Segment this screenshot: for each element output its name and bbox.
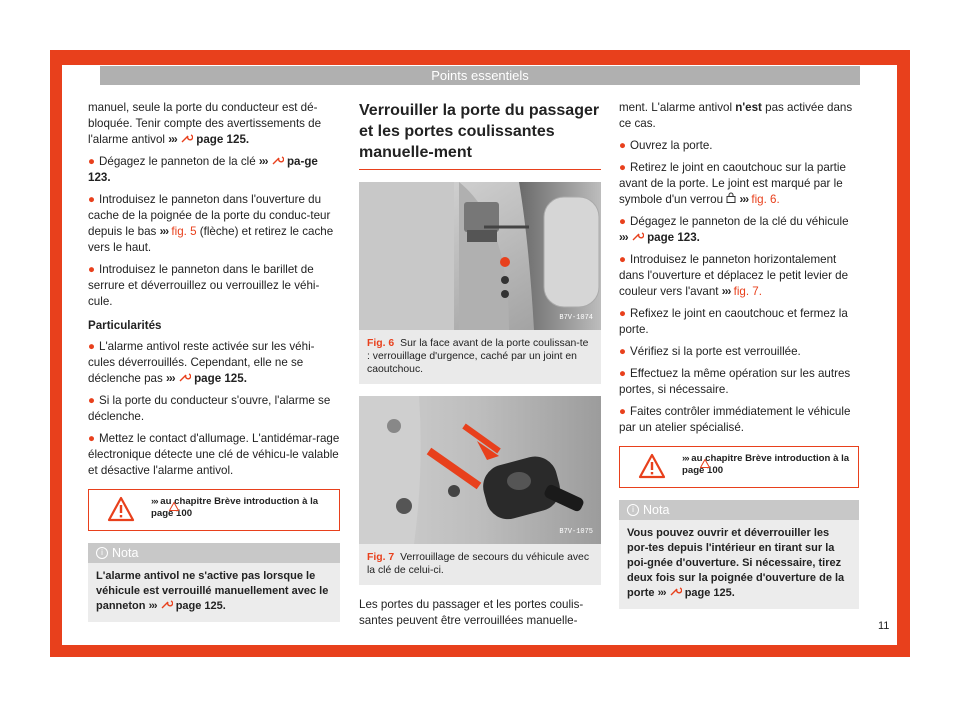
warning-text: ››› au chapitre Brève introduction à la page 100 [682, 453, 850, 476]
section-heading: Verrouiller la porte du passager et les portes coulissantes manuelle-ment [359, 102, 600, 161]
page-number: 11 [878, 620, 890, 632]
note-box [88, 543, 340, 622]
figure-7 [359, 396, 601, 585]
figure-link[interactable]: fig. 7. [733, 285, 762, 298]
warning-text: ››› au chapitre Brève introduction à la page 100 [151, 496, 319, 519]
column-right [619, 100, 859, 609]
wrench-icon [631, 231, 644, 242]
list-item: ● Refixez le joint en caoutchouc et fermez la porte. [619, 307, 848, 336]
small-warning-icon [700, 459, 710, 468]
lock-icon [726, 192, 736, 203]
list-item: ● Si la porte du conducteur s'ouvre, l'alarme se déclenche. [88, 394, 331, 423]
list-item: ● Faites contrôler immédiatement le véhicule par un atelier spécialisé. [619, 405, 851, 434]
note-header: i Nota [619, 500, 859, 520]
page-link[interactable]: page 125. [684, 587, 735, 599]
figure-6 [359, 182, 601, 384]
list-item: ● Introduisez le panneton dans l'ouverture du cache de la poignée de la porte du conduc-teur depuis le bas ››› fig. 5 (flèche) et retirez le cache vers le haut. [88, 193, 334, 254]
column-middle [359, 100, 601, 635]
figure-link[interactable]: fig. 6. [751, 193, 780, 206]
small-warning-icon [169, 502, 179, 511]
list-item: ● Retirez le joint en caoutchouc sur la partie avant de la porte. Le joint est marqué par le symbole d'un verrou ››› fig. 6. [619, 161, 846, 206]
paragraph: Les portes du passager et les portes coulis-santes peuvent être verrouillées manuelle- [359, 598, 584, 627]
warning-triangle-icon [107, 496, 135, 522]
page-link[interactable]: page 125. [194, 372, 247, 385]
note-body: L'alarme antivol ne s'active pas lorsque le véhicule est verrouillé manuellement avec le panneton ››› page 125. [96, 570, 329, 612]
figure-6-caption: Fig. 6 Sur la face avant de la porte coulissan-te : verrouillage d'urgence, caché par un joint en caoutchouc. [359, 330, 601, 384]
note-box [619, 500, 859, 609]
note-body: Vous pouvez ouvrir et déverrouiller les por-tes depuis l'intérieur en tirant sur la poi-gnée d'ouverture. Si nécessaire, tirez deux fois sur la poignée d'ouverture de la porte ››› page 125. [627, 527, 845, 599]
section-subheading: Particularités [88, 319, 162, 332]
page-link[interactable]: page 123. [647, 231, 700, 244]
list-item: ● Effectuez la même opération sur les autres portes, si nécessaire. [619, 367, 851, 396]
door-hinge-illustration [359, 182, 601, 330]
paragraph: manuel, seule la porte du conducteur est dé-bloquée. Tenir compte des avertissements de l'alarme antivol ››› page 125. [88, 101, 322, 146]
list-item: ● Ouvrez la porte. [619, 139, 713, 152]
wrench-icon [669, 586, 682, 597]
figure-7-image: B7V-1075 [359, 396, 601, 544]
page-link[interactable]: pa-ge 123. [88, 155, 318, 184]
info-icon: i [627, 504, 639, 516]
page-link[interactable]: page 125. [175, 600, 226, 612]
warning-box [88, 489, 340, 531]
figure-6-image: B7V-1074 [359, 182, 601, 330]
wrench-icon [178, 372, 191, 383]
info-icon: i [96, 547, 108, 559]
list-item: ● Dégagez le panneton de la clé ››› pa-ge 123. [88, 155, 318, 184]
list-item: ● Introduisez le panneton horizontalement dans l'ouverture et déplacez le petit levier de couleur vers l'avant ››› fig. 7. [619, 253, 849, 298]
list-item: ● L'alarme antivol reste activée sur les véhi-cules déverrouillés. Cependant, elle ne se déclenche pas ››› page 125. [88, 340, 315, 385]
warning-box [619, 446, 859, 488]
wrench-icon [271, 155, 284, 166]
list-item: ● Vérifiez si la porte est verrouillée. [619, 345, 801, 358]
warning-triangle-icon [638, 453, 666, 479]
figure-link[interactable]: fig. 5 [171, 225, 197, 238]
wrench-icon [180, 133, 193, 144]
list-item: ● Dégagez le panneton de la clé du véhicule ››› page 123. [619, 215, 849, 244]
page-link[interactable]: page 125. [196, 133, 250, 146]
list-item: ● Mettez le contact d'allumage. L'antidémar-rage électronique détecte une clé de véhicu-le valable et désactive l'alarme antivol. [88, 432, 340, 477]
page-header: Points essentiels [100, 66, 860, 85]
key-lock-illustration [359, 396, 601, 544]
heading-rule [359, 169, 601, 170]
note-header: i Nota [88, 543, 340, 563]
paragraph: ment. L'alarme antivol n'est pas activée dans ce cas. [619, 101, 853, 130]
list-item: ● Introduisez le panneton dans le barillet de serrure et déverrouillez ou verrouillez le véhi-cule. [88, 263, 320, 308]
figure-7-caption: Fig. 7 Verrouillage de secours du véhicule avec la clé de celui-ci. [359, 544, 601, 585]
wrench-icon [160, 599, 173, 610]
column-left [88, 100, 340, 622]
